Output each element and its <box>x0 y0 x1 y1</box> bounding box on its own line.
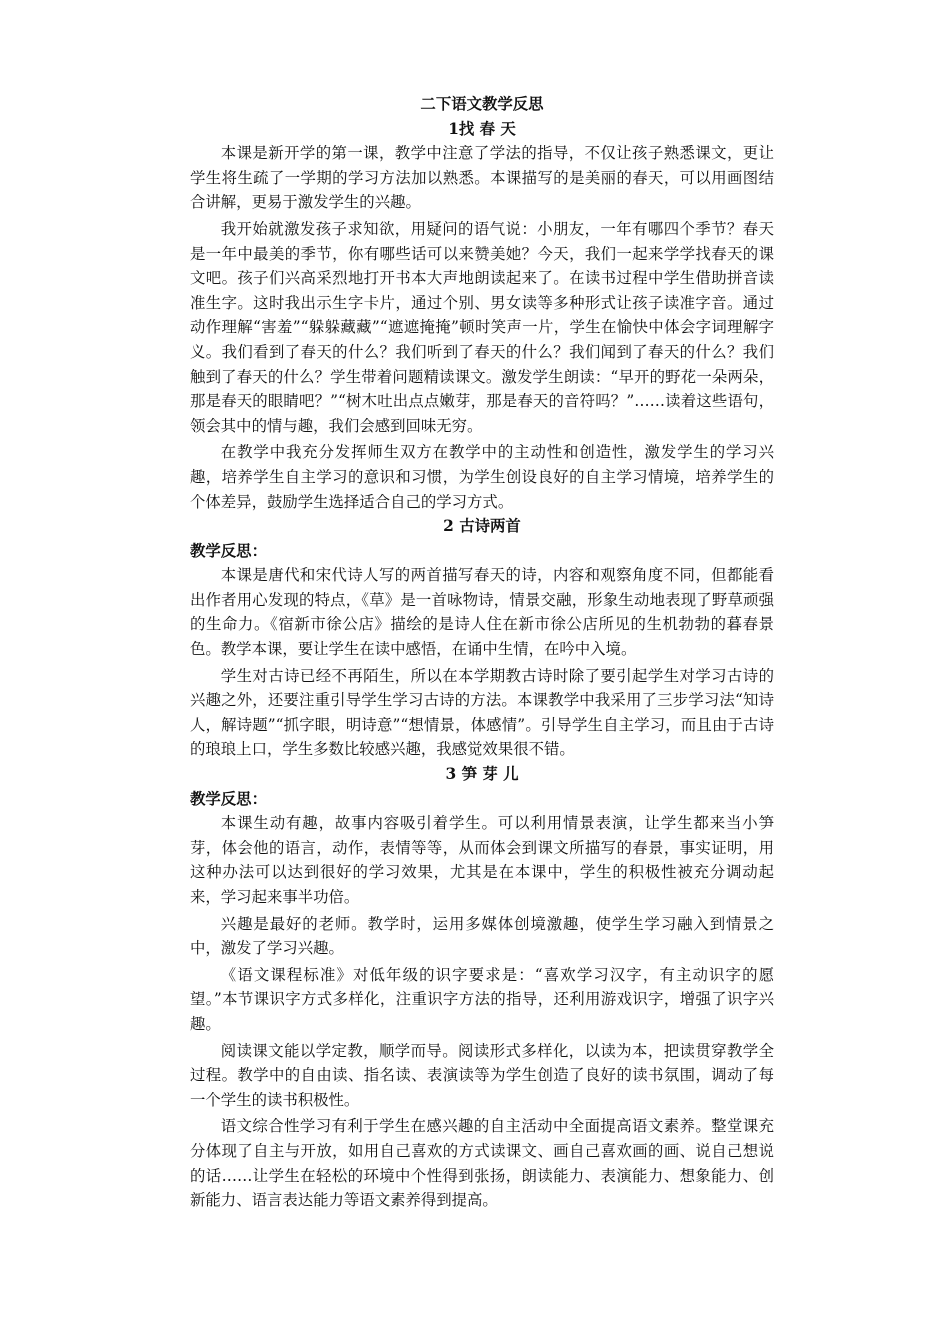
section-1-paragraph-2: 我开始就激发孩子求知欲，用疑问的语气说：小朋友，一年有哪四个季节？春天是一年中最美的季节，你有哪些话可以来赞美她？今天，我们一起来学学找春天的课文吧。孩子们兴高采烈地打开书本大声地朗读起来了。在读书过程中学生借助拼音读准生字。这时我出示生字卡片，通过个别、男女读等多种形式让孩子读准字音。通过动作理解“害羞”“躲躲藏藏”“遮遮掩掩”顿时笑声一片，学生在愉快中体会字词理解字义。我们看到了春天的什么？我们听到了春天的什么？我们闻到了春天的什么？我们触到了春天的什么？学生带着问题精读课文。激发学生朗读：“早开的野花一朵两朵，那是春天的眼睛吧？”“树木吐出点点嫩芽，那是春天的音符吗？”……读着这些语句，领会其中的情与趣，我们会感到回味无穷。 <box>190 219 774 435</box>
section-3-paragraph-2: 兴趣是最好的老师。教学时，运用多媒体创境激趣，使学生学习融入到情景之中，激发了学习兴趣。 <box>190 914 774 958</box>
section-3-paragraph-1: 本课生动有趣，故事内容吸引着学生。可以利用情景表演，让学生都来当小笋芽，体会他的语言，动作，表情等等，从而体会到课文所描写的春景，事实证明，用这种办法可以达到很好的学习效果，尤其是在本课中，学生的积极性被充分调动起来，学习起来事半功倍。 <box>190 814 774 906</box>
section-2-paragraph-2: 学生对古诗已经不再陌生，所以在本学期教古诗时除了要引起学生对学习古诗的兴趣之外，还要注重引导学生学习古诗的方法。本课教学中我采用了三步学习法“知诗人，解诗题”“抓字眼，明诗意”“想情景，体感情”。引导学生自主学习，而且由于古诗的琅琅上口，学生多数比较感兴趣，我感觉效果很不错。 <box>190 666 774 759</box>
document-title: 二下语文教学反思 <box>420 95 544 113</box>
section-2-paragraph-1: 本课是唐代和宋代诗人写的两首描写春天的诗，内容和观察角度不同，但都能看出作者用心发现的特点，《草》是一首咏物诗，情景交融，形象生动地表现了野草顽强的生命力。《宿新市徐公店》描绘的是诗人住在新市徐公店所见的生机勃勃的暮春景色。教学本课，要让学生在读中感悟，在诵中生情，在吟中入境。 <box>190 566 774 659</box>
section-1-paragraph-1: 本课是新开学的第一课，教学中注意了学法的指导，不仅让孩子熟悉课文，更让学生将生疏了一学期的学习方法加以熟悉。本课描写的是美丽的春天，可以用画图结合讲解，更易于激发学生的兴趣。 <box>190 144 774 212</box>
document-page <box>190 92 774 1213</box>
section-3-paragraph-4: 阅读课文能以学定教，顺学而导。阅读形式多样化，以读为本，把读贯穿教学全过程。教学中的自由读、指名读、表演读等为学生创造了良好的读书氛围，调动了每一个学生的读书积极性。 <box>190 1041 774 1109</box>
section-2-label: 教学反思： <box>190 541 267 560</box>
section-heading-2: 2 古诗两首 <box>443 517 521 536</box>
section-3-label: 教学反思： <box>190 789 267 808</box>
section-heading-3: 3 笋 芽 儿 <box>445 765 519 784</box>
section-1-paragraph-3: 在教学中我充分发挥师生双方在教学中的主动性和创造性，激发学生的学习兴趣，培养学生自主学习的意识和习惯，为学生创设良好的自主学习情境，培养学生的个体差异，鼓励学生选择适合自己的学习方式。 <box>190 443 774 511</box>
section-3-paragraph-3: 《语文课程标准》对低年级的识字要求是：“喜欢学习汉字，有主动识字的愿望。”本节课识字方式多样化，注重识字方法的指导，还利用游戏识字，增强了识字兴趣。 <box>190 965 774 1033</box>
section-heading-1: 1找 春 天 <box>448 119 516 138</box>
section-3-paragraph-5: 语文综合性学习有利于学生在感兴趣的自主活动中全面提高语文素养。整堂课充分体现了自主与开放，如用自己喜欢的方式读课文、画自己喜欢画的画、说自己想说的话……让学生在轻松的环境中个性得到张扬，朗读能力、表演能力、想象能力、创新能力、语言表达能力等语文素养得到提高。 <box>190 1117 774 1210</box>
